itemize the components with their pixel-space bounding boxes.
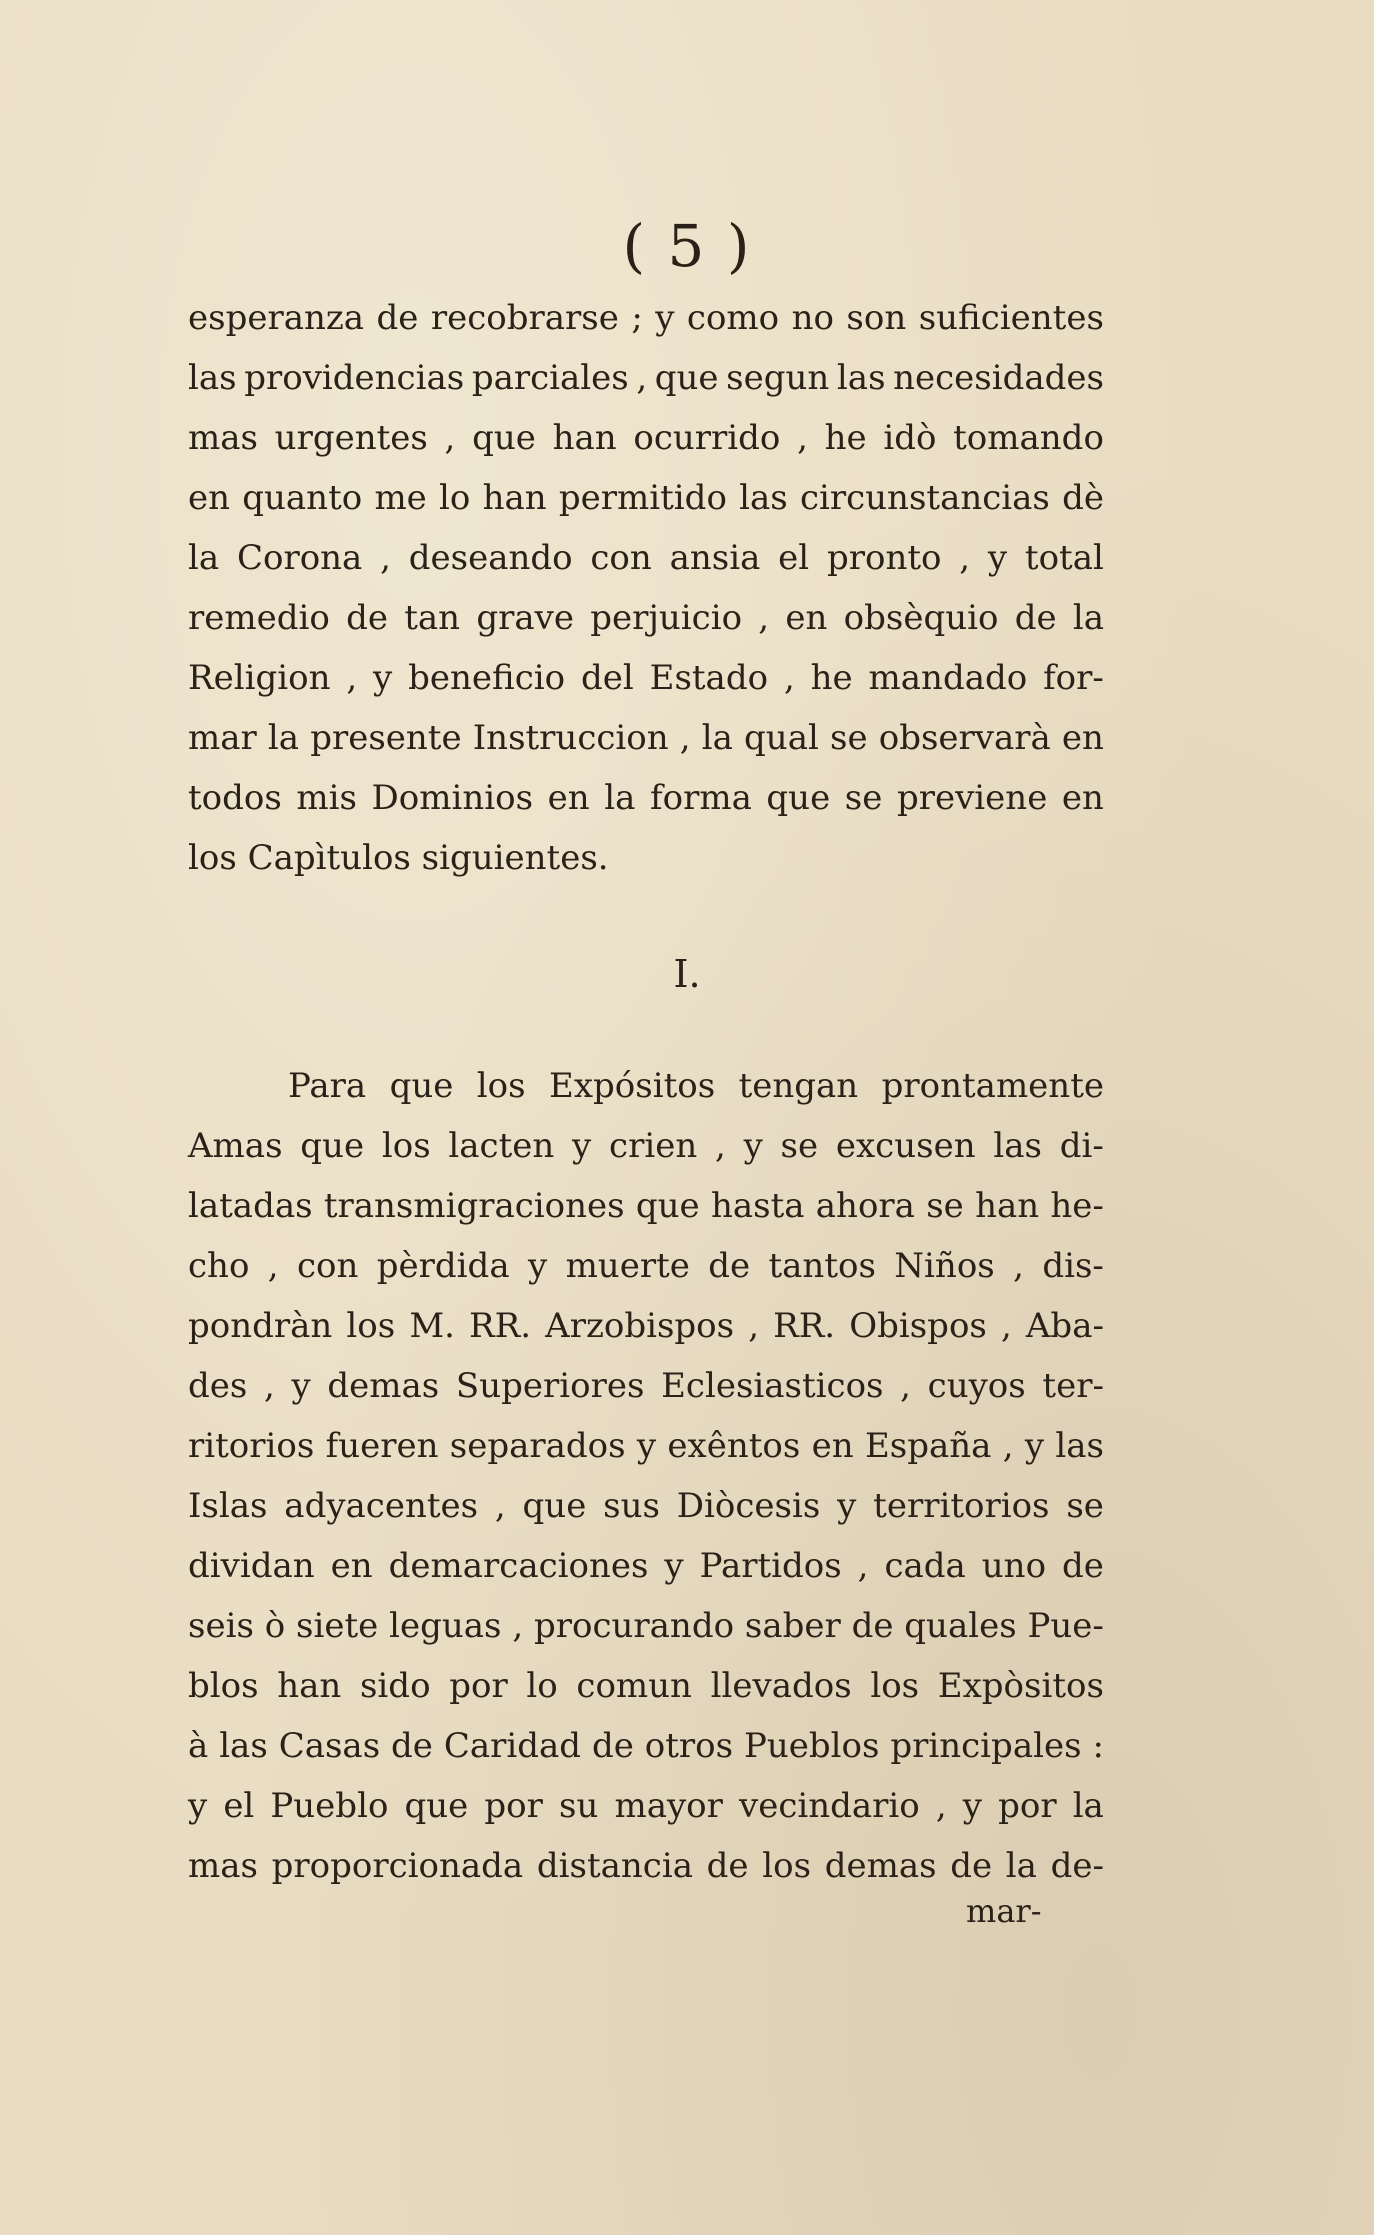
word: recobrarse — [430, 298, 619, 338]
word: tomando — [953, 418, 1104, 458]
word: se — [844, 778, 883, 818]
word: de — [346, 598, 388, 638]
word: y — [373, 658, 393, 698]
word: demas — [327, 1366, 440, 1406]
word: , — [935, 1786, 947, 1826]
text-line — [188, 468, 1104, 528]
text-line — [188, 1176, 1104, 1236]
word: , — [783, 658, 795, 698]
word: permitido — [558, 478, 727, 518]
word: la — [1072, 598, 1104, 638]
word: Dominios — [371, 778, 534, 818]
word: obsèquio — [843, 598, 999, 638]
word: de — [1062, 1546, 1104, 1586]
word: se — [830, 718, 868, 758]
word: grave — [476, 598, 574, 638]
word: , — [1002, 1426, 1014, 1466]
word: ; — [631, 298, 643, 338]
word: ò — [264, 1606, 286, 1646]
word: Religion — [188, 658, 331, 698]
word: Eclesiasticos — [661, 1366, 884, 1406]
word: que — [635, 1186, 700, 1226]
word: remedio — [188, 598, 330, 638]
word: y — [655, 298, 675, 338]
word: Para — [288, 1066, 367, 1106]
word: en — [547, 778, 590, 818]
text-line — [188, 1116, 1104, 1176]
word: Instruccion — [472, 718, 669, 758]
word: , — [512, 1606, 524, 1646]
word: las — [836, 358, 886, 398]
word: en — [785, 598, 828, 638]
word: cuyos — [927, 1366, 1026, 1406]
word: la — [267, 718, 300, 758]
text-line — [188, 1356, 1104, 1416]
word: separados — [449, 1426, 626, 1466]
word: Pueblo — [270, 1786, 389, 1826]
word: pondràn — [188, 1306, 333, 1346]
word: , — [380, 538, 391, 578]
word: todos — [188, 778, 282, 818]
word: siete — [296, 1606, 379, 1646]
word: y — [837, 1486, 857, 1526]
word: à — [188, 1726, 209, 1766]
text-line — [188, 408, 1104, 468]
word: territorios — [873, 1486, 1050, 1526]
text-line — [188, 528, 1104, 588]
word: me — [374, 478, 427, 518]
word: , — [444, 418, 456, 458]
word: que — [472, 418, 536, 458]
word: de — [376, 298, 419, 338]
word: dis- — [1042, 1246, 1104, 1286]
word: por — [998, 1786, 1057, 1826]
word: de — [591, 1726, 634, 1766]
word: vecindario — [739, 1786, 920, 1826]
word: las — [219, 1726, 268, 1766]
text-line — [188, 1236, 1104, 1296]
word: se — [780, 1126, 819, 1166]
word: sus — [603, 1486, 660, 1526]
word: , — [267, 1246, 279, 1286]
text-line — [188, 1056, 1104, 1116]
word: he — [810, 658, 853, 698]
text-line — [188, 1476, 1104, 1536]
word: han — [552, 418, 617, 458]
word: son — [846, 298, 907, 338]
word: el — [223, 1786, 255, 1826]
word: de — [851, 1606, 894, 1646]
text-line: los Capìtulos siguientes. — [188, 838, 609, 878]
word: , — [758, 598, 770, 638]
word: ahora — [815, 1186, 915, 1226]
word: deseando — [408, 538, 573, 578]
word: crien — [609, 1126, 698, 1166]
word: saber — [744, 1606, 841, 1646]
word: procurando — [533, 1606, 735, 1646]
word: Casas — [278, 1726, 381, 1766]
text-line — [188, 1836, 1104, 1896]
word: que — [522, 1486, 587, 1526]
word: Amas — [188, 1126, 283, 1166]
word: de — [950, 1846, 993, 1886]
word: quanto — [242, 478, 363, 518]
word: Superiores — [455, 1366, 645, 1406]
word: por — [484, 1786, 543, 1826]
word: su — [559, 1786, 599, 1826]
word: otros — [644, 1726, 734, 1766]
catchword: mar- — [966, 1892, 1042, 1930]
word: España — [864, 1426, 992, 1466]
word: y — [962, 1786, 982, 1826]
text-line — [188, 1596, 1104, 1656]
word: prontamente — [881, 1066, 1104, 1106]
text-line — [188, 588, 1104, 648]
word: de — [1014, 598, 1057, 638]
word: pèrdida — [376, 1246, 510, 1286]
word: la — [1072, 1786, 1104, 1826]
word: la — [701, 718, 733, 758]
text-line — [188, 1716, 1104, 1776]
word: pronto — [826, 538, 942, 578]
word: urgentes — [274, 418, 428, 458]
text-line — [188, 648, 1104, 708]
word: cada — [884, 1546, 966, 1586]
word: ter- — [1042, 1366, 1104, 1406]
word: Diòcesis — [676, 1486, 821, 1526]
word: los — [346, 1306, 396, 1346]
word: Obispos — [849, 1306, 987, 1346]
word: suficientes — [918, 298, 1104, 338]
word: blos — [188, 1666, 259, 1706]
word: Expòsitos — [937, 1666, 1104, 1706]
word: segun — [726, 358, 830, 398]
word: se — [926, 1186, 964, 1226]
word: lo — [439, 478, 471, 518]
word: leguas — [389, 1606, 502, 1646]
word: he — [824, 418, 867, 458]
word: y — [188, 1786, 208, 1826]
word: que — [404, 1786, 469, 1826]
word: ritorios — [188, 1426, 315, 1466]
word: hasta — [710, 1186, 805, 1226]
word: han — [975, 1186, 1040, 1226]
word: la — [604, 778, 636, 818]
word: demas — [824, 1846, 937, 1886]
word: lo — [526, 1666, 558, 1706]
word: de — [706, 1846, 749, 1886]
word: mas — [188, 1846, 258, 1886]
word: , — [1000, 1306, 1012, 1346]
word: tan — [404, 598, 461, 638]
word: en — [811, 1426, 854, 1466]
word: Niños — [894, 1246, 995, 1286]
word: sido — [359, 1666, 431, 1706]
word: han — [482, 478, 547, 518]
paragraph-1 — [188, 288, 1104, 888]
word: , — [857, 1546, 869, 1586]
word: adyacentes — [284, 1486, 479, 1526]
word: distancia — [536, 1846, 693, 1886]
word: , — [346, 658, 358, 698]
word: mandado — [868, 658, 1028, 698]
word: se — [1066, 1486, 1104, 1526]
word: , — [264, 1366, 275, 1406]
word: que — [766, 778, 831, 818]
word: de — [708, 1246, 751, 1286]
word: de- — [1050, 1846, 1104, 1886]
word: Partidos — [699, 1546, 842, 1586]
text-line — [188, 708, 1104, 768]
word: , — [797, 418, 808, 458]
text-line — [188, 288, 1104, 348]
word: dè — [1062, 478, 1104, 518]
word: des — [188, 1366, 248, 1406]
text-line — [188, 768, 1104, 828]
word: latadas — [188, 1186, 313, 1226]
word: RR. — [469, 1306, 532, 1346]
section-number: I. — [673, 952, 701, 996]
word: exêntos — [667, 1426, 801, 1466]
word: , — [494, 1486, 506, 1526]
word: no — [791, 298, 834, 338]
word: quales — [904, 1606, 1017, 1646]
word: dividan — [188, 1546, 315, 1586]
word: y — [664, 1546, 684, 1586]
word: he- — [1050, 1186, 1104, 1226]
word: han — [277, 1666, 342, 1706]
word: Estado — [649, 658, 769, 698]
word: en — [1061, 718, 1104, 758]
word: del — [580, 658, 634, 698]
word: excusen — [835, 1126, 976, 1166]
word: las — [1055, 1426, 1104, 1466]
word: mis — [296, 778, 357, 818]
word: y — [743, 1126, 763, 1166]
word: fueren — [325, 1426, 439, 1466]
word: con — [296, 1246, 359, 1286]
word: , — [748, 1306, 760, 1346]
word: Caridad — [443, 1726, 582, 1766]
word: Pue- — [1027, 1606, 1104, 1646]
word: beneficio — [408, 658, 566, 698]
word: mayor — [614, 1786, 723, 1826]
word: , — [636, 358, 648, 398]
word: que — [300, 1126, 365, 1166]
word: lacten — [448, 1126, 555, 1166]
text-line — [188, 1536, 1104, 1596]
word: cho — [188, 1246, 250, 1286]
word: proporcionada — [271, 1846, 524, 1886]
word: , — [714, 1126, 726, 1166]
word: en — [330, 1546, 373, 1586]
word: Arzobispos — [545, 1306, 735, 1346]
word: RR. — [773, 1306, 836, 1346]
word: tengan — [738, 1066, 859, 1106]
word: muerte — [565, 1246, 690, 1286]
word: y — [1024, 1426, 1045, 1466]
word: previene — [896, 778, 1048, 818]
word: y — [987, 538, 1008, 578]
text-line — [188, 1416, 1104, 1476]
word: y — [291, 1366, 311, 1406]
text-line — [188, 1776, 1104, 1836]
word: y — [527, 1246, 548, 1286]
word: y — [572, 1126, 592, 1166]
word: con — [590, 538, 652, 578]
word: en — [1061, 778, 1104, 818]
word: mas — [188, 418, 258, 458]
word: las — [188, 358, 237, 398]
word: seis — [188, 1606, 254, 1646]
word: comun — [576, 1666, 692, 1706]
word: observarà — [878, 718, 1051, 758]
word: M. — [409, 1306, 455, 1346]
word: presente — [310, 718, 462, 758]
word: la — [1005, 1846, 1037, 1886]
text-line — [188, 348, 1104, 408]
word: necesidades — [893, 358, 1104, 398]
word: ocurrido — [633, 418, 781, 458]
word: , — [959, 538, 971, 578]
word: como — [686, 298, 780, 338]
word: circunstancias — [799, 478, 1050, 518]
word: for- — [1043, 658, 1104, 698]
word: providencias — [244, 358, 465, 398]
word: en — [188, 478, 231, 518]
word: los — [762, 1846, 812, 1886]
word: las — [993, 1126, 1042, 1166]
word: demarcaciones — [388, 1546, 649, 1586]
word: mar — [188, 718, 257, 758]
word: que — [654, 358, 719, 398]
word: total — [1024, 538, 1104, 578]
word: : — [1092, 1726, 1104, 1766]
word: Expósitos — [549, 1066, 716, 1106]
word: los — [476, 1066, 526, 1106]
page-number: ( 5 ) — [622, 212, 752, 280]
text-line — [188, 1656, 1104, 1716]
paragraph-2 — [188, 1056, 1104, 1896]
word: principales — [890, 1726, 1082, 1766]
word: idò — [883, 418, 937, 458]
word: di- — [1059, 1126, 1104, 1166]
word: transmigraciones — [323, 1186, 625, 1226]
word: Aba- — [1025, 1306, 1104, 1346]
word: Corona — [236, 538, 363, 578]
word: llevados — [710, 1666, 852, 1706]
word: la — [188, 538, 220, 578]
word: parciales — [471, 358, 629, 398]
word: , — [1013, 1246, 1024, 1286]
word: las — [739, 478, 788, 518]
word: los — [381, 1126, 431, 1166]
word: qual — [744, 718, 819, 758]
word: , — [900, 1366, 911, 1406]
word: forma — [650, 778, 752, 818]
word: los — [870, 1666, 920, 1706]
word: por — [449, 1666, 508, 1706]
word: Pueblos — [743, 1726, 880, 1766]
word: el — [778, 538, 810, 578]
word: que — [389, 1066, 454, 1106]
word: perjuicio — [590, 598, 743, 638]
word: y — [636, 1426, 657, 1466]
word: tantos — [768, 1246, 876, 1286]
word: , — [679, 718, 691, 758]
word: ansia — [669, 538, 761, 578]
word: de — [391, 1726, 433, 1766]
text-line — [188, 1296, 1104, 1356]
word: Islas — [188, 1486, 268, 1526]
word: uno — [981, 1546, 1047, 1586]
word: esperanza — [188, 298, 365, 338]
